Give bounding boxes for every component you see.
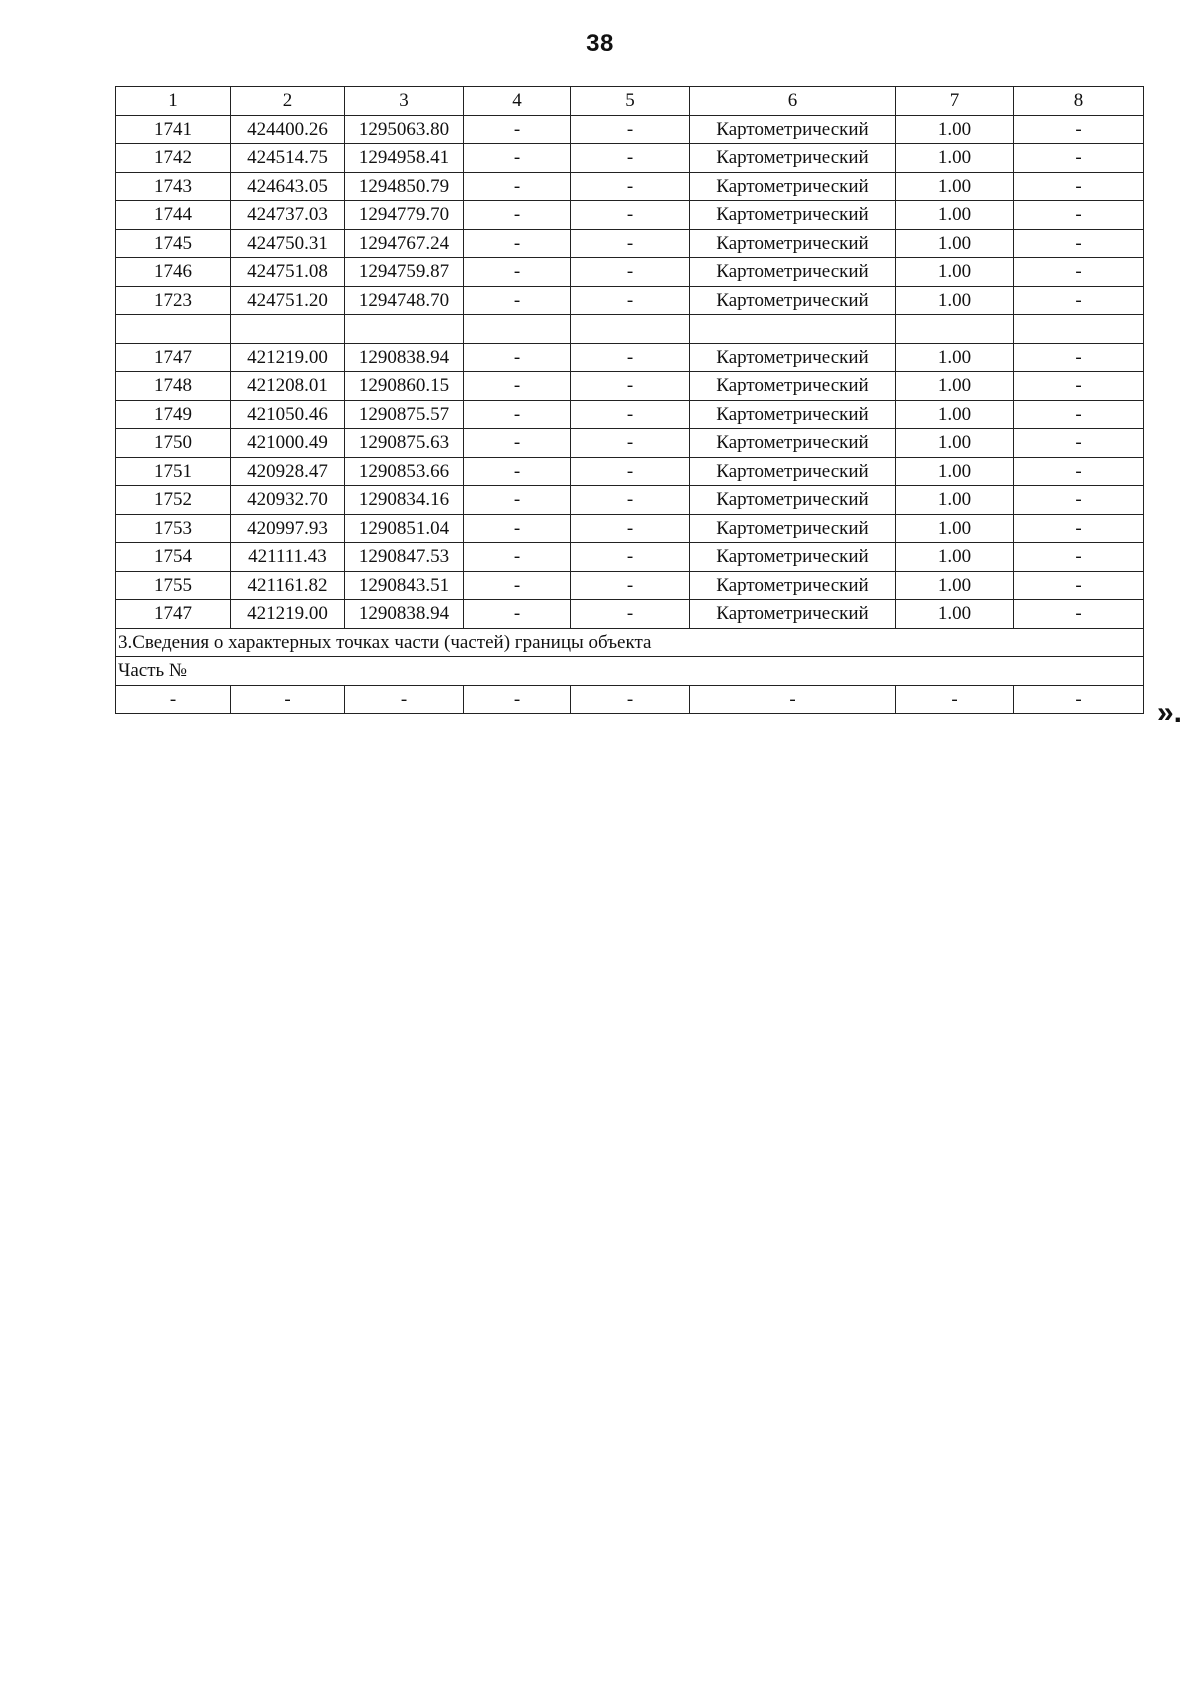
table-cell: - bbox=[464, 600, 571, 629]
table-cell: 1294779.70 bbox=[345, 201, 464, 230]
table-cell: - bbox=[1014, 372, 1144, 401]
table-cell: 424737.03 bbox=[231, 201, 345, 230]
table-row bbox=[116, 571, 1144, 600]
table-row bbox=[116, 400, 1144, 429]
table-cell: 1290875.63 bbox=[345, 429, 464, 458]
table-cell bbox=[231, 315, 345, 344]
table-cell: Картометрический bbox=[690, 115, 896, 144]
table-cell: - bbox=[1014, 201, 1144, 230]
table-cell: Картометрический bbox=[690, 429, 896, 458]
table-cell: 1294759.87 bbox=[345, 258, 464, 287]
table-cell: - bbox=[464, 400, 571, 429]
table-cell: Картометрический bbox=[690, 571, 896, 600]
table-row bbox=[116, 372, 1144, 401]
table-cell: 421161.82 bbox=[231, 571, 345, 600]
table-cell: 1748 bbox=[116, 372, 231, 401]
table-cell: - bbox=[464, 457, 571, 486]
table-cell: 421000.49 bbox=[231, 429, 345, 458]
table-row bbox=[116, 486, 1144, 515]
part-label: Часть № bbox=[116, 657, 1144, 686]
table-cell: 421111.43 bbox=[231, 543, 345, 572]
table-cell: 1.00 bbox=[896, 571, 1014, 600]
table-cell: - bbox=[1014, 543, 1144, 572]
table-row bbox=[116, 315, 1144, 344]
table-cell: 1.00 bbox=[896, 201, 1014, 230]
table-cell: - bbox=[464, 201, 571, 230]
table-cell: - bbox=[464, 571, 571, 600]
table-cell: - bbox=[1014, 486, 1144, 515]
table-cell: Картометрический bbox=[690, 201, 896, 230]
table-row bbox=[116, 229, 1144, 258]
table-cell: 1746 bbox=[116, 258, 231, 287]
table-cell: - bbox=[571, 343, 690, 372]
table-row bbox=[116, 429, 1144, 458]
table-cell: 424751.20 bbox=[231, 286, 345, 315]
table-row bbox=[116, 600, 1144, 629]
table-cell: - bbox=[116, 685, 231, 714]
table-cell: 1.00 bbox=[896, 115, 1014, 144]
page-number: 38 bbox=[586, 30, 614, 57]
table-cell: 8 bbox=[1014, 87, 1144, 116]
table-cell: 421219.00 bbox=[231, 600, 345, 629]
table-cell: 1.00 bbox=[896, 144, 1014, 173]
table-row bbox=[116, 115, 1144, 144]
table-cell: 1.00 bbox=[896, 372, 1014, 401]
table-cell: - bbox=[571, 514, 690, 543]
table-cell: - bbox=[1014, 600, 1144, 629]
table-cell: 1755 bbox=[116, 571, 231, 600]
table-cell: 1 bbox=[116, 87, 231, 116]
table-cell: Картометрический bbox=[690, 457, 896, 486]
table-cell: 1.00 bbox=[896, 343, 1014, 372]
table-cell: - bbox=[1014, 514, 1144, 543]
table-cell: - bbox=[571, 115, 690, 144]
table-cell: - bbox=[1014, 258, 1144, 287]
table-cell: - bbox=[1014, 457, 1144, 486]
table-cell: 1.00 bbox=[896, 543, 1014, 572]
table-cell bbox=[345, 315, 464, 344]
table-header-row bbox=[116, 87, 1144, 116]
table-cell: 1749 bbox=[116, 400, 231, 429]
table-cell: 424751.08 bbox=[231, 258, 345, 287]
table-cell: - bbox=[571, 286, 690, 315]
table-cell: 6 bbox=[690, 87, 896, 116]
table-cell: Картометрический bbox=[690, 343, 896, 372]
table-cell: 421219.00 bbox=[231, 343, 345, 372]
table-cell: 1744 bbox=[116, 201, 231, 230]
table-cell: 420997.93 bbox=[231, 514, 345, 543]
table-row bbox=[116, 201, 1144, 230]
table-row bbox=[116, 258, 1144, 287]
closing-quote-mark: ». bbox=[1157, 696, 1183, 729]
table-row bbox=[116, 543, 1144, 572]
table-cell: - bbox=[571, 372, 690, 401]
table-cell: - bbox=[464, 543, 571, 572]
table-cell: 1.00 bbox=[896, 600, 1014, 629]
table-cell: Картометрический bbox=[690, 486, 896, 515]
table-cell: 1752 bbox=[116, 486, 231, 515]
table-cell: 1741 bbox=[116, 115, 231, 144]
table-cell: - bbox=[571, 571, 690, 600]
table-cell: 420932.70 bbox=[231, 486, 345, 515]
table-row bbox=[116, 144, 1144, 173]
table-cell: 1290875.57 bbox=[345, 400, 464, 429]
table-cell: 1295063.80 bbox=[345, 115, 464, 144]
table-cell: - bbox=[571, 201, 690, 230]
table-cell: - bbox=[464, 229, 571, 258]
table-cell: 1294958.41 bbox=[345, 144, 464, 173]
part-label-row bbox=[116, 657, 1144, 686]
table-cell: 2 bbox=[231, 87, 345, 116]
table-cell: - bbox=[1014, 115, 1144, 144]
table-cell: 421050.46 bbox=[231, 400, 345, 429]
table-cell: 1742 bbox=[116, 144, 231, 173]
table-cell: 1723 bbox=[116, 286, 231, 315]
table-cell: 424750.31 bbox=[231, 229, 345, 258]
table-cell: 5 bbox=[571, 87, 690, 116]
table-cell: Картометрический bbox=[690, 543, 896, 572]
table-cell: 421208.01 bbox=[231, 372, 345, 401]
table-cell: 1.00 bbox=[896, 286, 1014, 315]
section-title-row bbox=[116, 628, 1144, 657]
table-cell: - bbox=[571, 258, 690, 287]
table-cell: - bbox=[1014, 286, 1144, 315]
table-cell: 1.00 bbox=[896, 229, 1014, 258]
table-row-empty-part bbox=[116, 685, 1144, 714]
table-cell: 1290860.15 bbox=[345, 372, 464, 401]
table-cell: Картометрический bbox=[690, 400, 896, 429]
table-cell: Картометрический bbox=[690, 258, 896, 287]
table-cell: - bbox=[464, 144, 571, 173]
table-cell: - bbox=[571, 429, 690, 458]
table-cell: 1747 bbox=[116, 343, 231, 372]
table-cell: Картометрический bbox=[690, 372, 896, 401]
table-cell bbox=[571, 315, 690, 344]
table-cell: 1.00 bbox=[896, 457, 1014, 486]
table-cell: 1290847.53 bbox=[345, 543, 464, 572]
table-cell: 1.00 bbox=[896, 400, 1014, 429]
table-cell: - bbox=[571, 600, 690, 629]
table-cell: - bbox=[571, 685, 690, 714]
table-cell: 1754 bbox=[116, 543, 231, 572]
table-cell: - bbox=[1014, 571, 1144, 600]
table-cell: 1.00 bbox=[896, 258, 1014, 287]
table-cell: 424643.05 bbox=[231, 172, 345, 201]
table-cell: - bbox=[1014, 229, 1144, 258]
table-cell: Картометрический bbox=[690, 229, 896, 258]
table-cell: - bbox=[464, 115, 571, 144]
table-row bbox=[116, 286, 1144, 315]
table-cell: - bbox=[896, 685, 1014, 714]
table-cell: Картометрический bbox=[690, 172, 896, 201]
table-cell: - bbox=[1014, 685, 1144, 714]
table-cell: 1.00 bbox=[896, 172, 1014, 201]
table-cell: 420928.47 bbox=[231, 457, 345, 486]
table-cell: 1290843.51 bbox=[345, 571, 464, 600]
table-cell: 1.00 bbox=[896, 486, 1014, 515]
table-cell: - bbox=[464, 286, 571, 315]
table-cell: 4 bbox=[464, 87, 571, 116]
table-cell: - bbox=[571, 457, 690, 486]
table-cell: 1290838.94 bbox=[345, 343, 464, 372]
coordinates-table bbox=[115, 86, 1144, 714]
table-cell bbox=[1014, 315, 1144, 344]
table-cell: - bbox=[464, 372, 571, 401]
table-cell: 1750 bbox=[116, 429, 231, 458]
table-cell bbox=[464, 315, 571, 344]
table-cell bbox=[896, 315, 1014, 344]
table-cell: - bbox=[231, 685, 345, 714]
table-cell: 1294767.24 bbox=[345, 229, 464, 258]
table-cell: - bbox=[571, 144, 690, 173]
table-row bbox=[116, 343, 1144, 372]
table-cell: - bbox=[464, 343, 571, 372]
table-cell: Картометрический bbox=[690, 600, 896, 629]
table-cell: 3 bbox=[345, 87, 464, 116]
table-cell: - bbox=[464, 486, 571, 515]
table-cell: 1290853.66 bbox=[345, 457, 464, 486]
section-title: 3.Сведения о характерных точках части (частей) границы объекта bbox=[116, 628, 1144, 657]
table-cell: - bbox=[464, 429, 571, 458]
table-cell bbox=[116, 315, 231, 344]
table-cell: - bbox=[1014, 429, 1144, 458]
table-cell: 1290834.16 bbox=[345, 486, 464, 515]
table-cell: Картометрический bbox=[690, 286, 896, 315]
table-cell: 424400.26 bbox=[231, 115, 345, 144]
table-body bbox=[116, 87, 1144, 714]
table-cell: Картометрический bbox=[690, 514, 896, 543]
table-cell: - bbox=[464, 685, 571, 714]
table-cell: 1290851.04 bbox=[345, 514, 464, 543]
table-cell: - bbox=[1014, 343, 1144, 372]
table-cell: - bbox=[345, 685, 464, 714]
table-cell: 1.00 bbox=[896, 429, 1014, 458]
table-cell: - bbox=[1014, 144, 1144, 173]
table-cell: - bbox=[690, 685, 896, 714]
table-cell: 1294748.70 bbox=[345, 286, 464, 315]
table-cell: 1294850.79 bbox=[345, 172, 464, 201]
table-cell: - bbox=[571, 229, 690, 258]
table-cell: - bbox=[464, 172, 571, 201]
table-cell: - bbox=[571, 543, 690, 572]
table-cell: 1751 bbox=[116, 457, 231, 486]
table-cell: 424514.75 bbox=[231, 144, 345, 173]
table-cell: 1.00 bbox=[896, 514, 1014, 543]
table-cell: 1745 bbox=[116, 229, 231, 258]
table-cell: - bbox=[464, 258, 571, 287]
table-row bbox=[116, 172, 1144, 201]
table-cell: 1747 bbox=[116, 600, 231, 629]
table-cell: 7 bbox=[896, 87, 1014, 116]
table-cell: - bbox=[1014, 172, 1144, 201]
table-row bbox=[116, 457, 1144, 486]
table-cell: - bbox=[571, 400, 690, 429]
table-cell: 1743 bbox=[116, 172, 231, 201]
table-cell: Картометрический bbox=[690, 144, 896, 173]
table-cell: 1753 bbox=[116, 514, 231, 543]
table-cell: 1290838.94 bbox=[345, 600, 464, 629]
table-cell: - bbox=[464, 514, 571, 543]
table-cell: - bbox=[571, 486, 690, 515]
table-cell: - bbox=[571, 172, 690, 201]
table-cell bbox=[690, 315, 896, 344]
table-cell: - bbox=[1014, 400, 1144, 429]
table-row bbox=[116, 514, 1144, 543]
